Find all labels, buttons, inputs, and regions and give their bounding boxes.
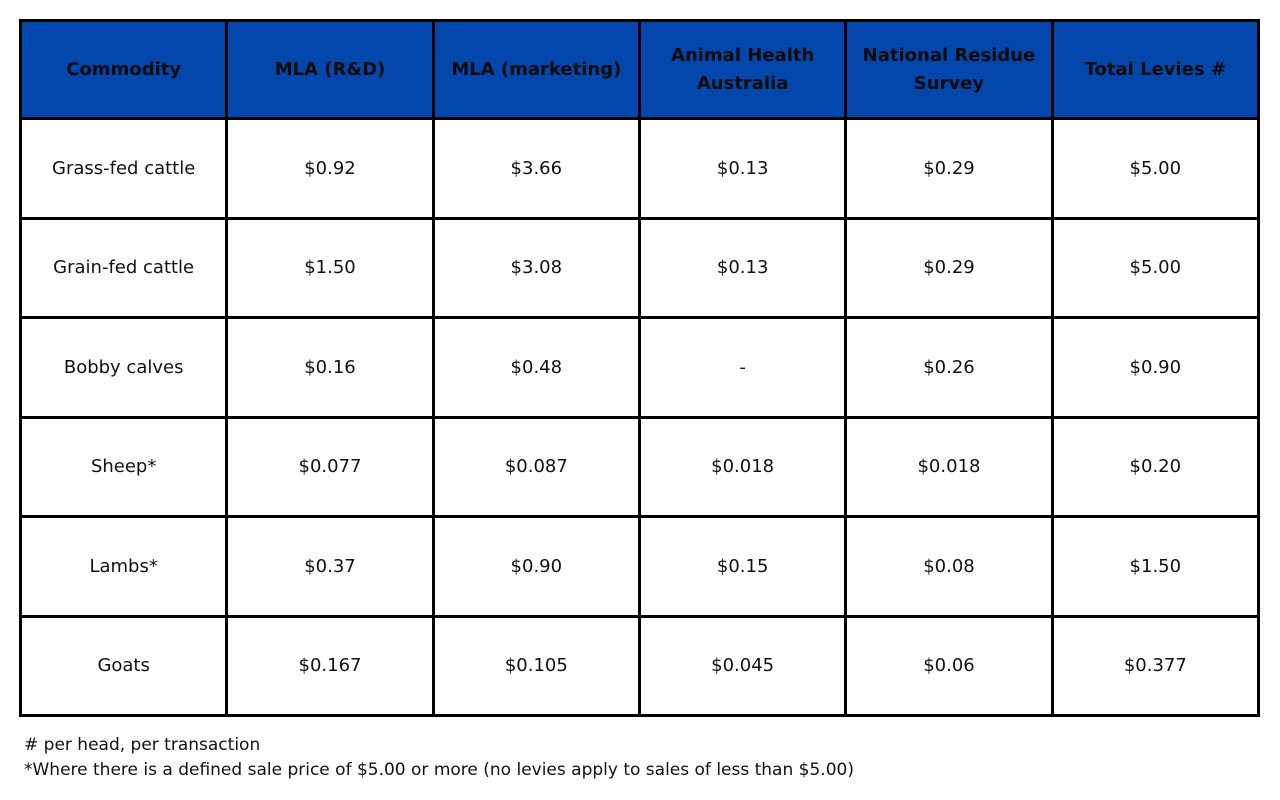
cell-animal-health: - bbox=[639, 318, 845, 418]
header-row bbox=[21, 21, 1259, 119]
table-row bbox=[21, 119, 1259, 219]
header-mla-rd: MLA (R&D) bbox=[227, 21, 433, 119]
table-header bbox=[21, 21, 1259, 119]
footnotes bbox=[24, 733, 854, 783]
cell-total-levies: $0.90 bbox=[1052, 318, 1258, 418]
cell-mla-marketing: $0.105 bbox=[433, 616, 639, 716]
cell-mla-rd: $1.50 bbox=[227, 218, 433, 318]
table-row bbox=[21, 417, 1259, 517]
cell-residue-survey: $0.29 bbox=[846, 119, 1052, 219]
footnote-sale-price: *Where there is a defined sale price of $5.00 or more (no levies apply to sales of less than $5.00) bbox=[24, 760, 854, 780]
cell-total-levies: $5.00 bbox=[1052, 218, 1258, 318]
table-row bbox=[21, 616, 1259, 716]
cell-animal-health: $0.045 bbox=[639, 616, 845, 716]
cell-animal-health: $0.13 bbox=[639, 218, 845, 318]
cell-commodity: Bobby calves bbox=[21, 318, 227, 418]
cell-mla-marketing: $3.08 bbox=[433, 218, 639, 318]
header-national-residue-survey: National Residue Survey bbox=[846, 21, 1052, 119]
cell-commodity: Lambs* bbox=[21, 517, 227, 617]
cell-residue-survey: $0.08 bbox=[846, 517, 1052, 617]
cell-mla-marketing: $0.90 bbox=[433, 517, 639, 617]
cell-total-levies: $5.00 bbox=[1052, 119, 1258, 219]
cell-commodity: Sheep* bbox=[21, 417, 227, 517]
cell-residue-survey: $0.26 bbox=[846, 318, 1052, 418]
header-commodity: Commodity bbox=[21, 21, 227, 119]
header-total-levies: Total Levies # bbox=[1052, 21, 1258, 119]
cell-mla-rd: $0.37 bbox=[227, 517, 433, 617]
footnote-per-head: # per head, per transaction bbox=[24, 735, 261, 755]
cell-commodity: Grain-fed cattle bbox=[21, 218, 227, 318]
table-row bbox=[21, 517, 1259, 617]
cell-mla-rd: $0.167 bbox=[227, 616, 433, 716]
cell-mla-rd: $0.92 bbox=[227, 119, 433, 219]
cell-mla-rd: $0.077 bbox=[227, 417, 433, 517]
table-row bbox=[21, 318, 1259, 418]
cell-animal-health: $0.15 bbox=[639, 517, 845, 617]
cell-total-levies: $1.50 bbox=[1052, 517, 1258, 617]
cell-mla-marketing: $0.48 bbox=[433, 318, 639, 418]
cell-residue-survey: $0.29 bbox=[846, 218, 1052, 318]
cell-mla-rd: $0.16 bbox=[227, 318, 433, 418]
cell-mla-marketing: $3.66 bbox=[433, 119, 639, 219]
header-mla-marketing: MLA (marketing) bbox=[433, 21, 639, 119]
cell-commodity: Goats bbox=[21, 616, 227, 716]
levy-table bbox=[19, 19, 1260, 717]
cell-residue-survey: $0.06 bbox=[846, 616, 1052, 716]
cell-mla-marketing: $0.087 bbox=[433, 417, 639, 517]
header-animal-health-australia: Animal Health Australia bbox=[639, 21, 845, 119]
cell-residue-survey: $0.018 bbox=[846, 417, 1052, 517]
cell-commodity: Grass-fed cattle bbox=[21, 119, 227, 219]
table-row bbox=[21, 218, 1259, 318]
cell-animal-health: $0.13 bbox=[639, 119, 845, 219]
cell-animal-health: $0.018 bbox=[639, 417, 845, 517]
table-body bbox=[21, 119, 1259, 716]
cell-total-levies: $0.20 bbox=[1052, 417, 1258, 517]
cell-total-levies: $0.377 bbox=[1052, 616, 1258, 716]
